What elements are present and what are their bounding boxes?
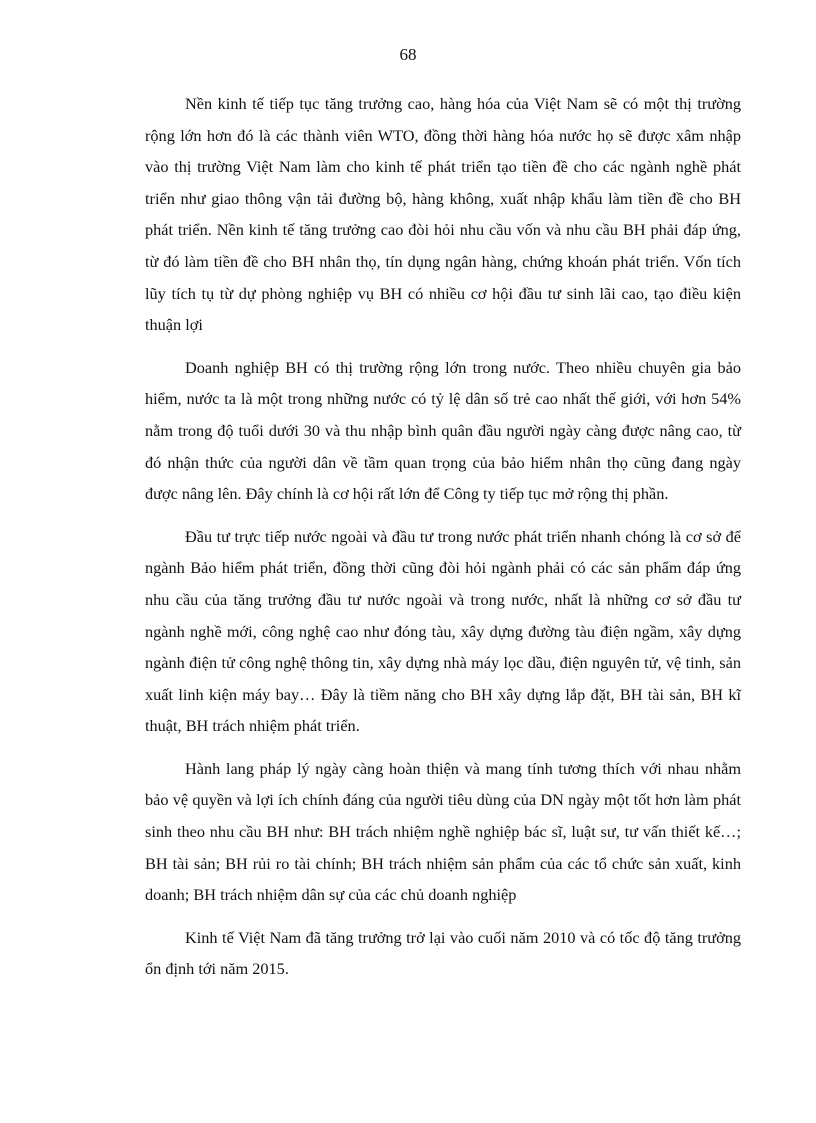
body-text xyxy=(145,88,741,996)
paragraph-legal-framework: Hành lang pháp lý ngày càng hoàn thiện và mang tính tương thích với nhau nhằm bảo vệ quyền và lợi ích chính đáng của người tiêu dùng của DN ngày một tốt hơn làm phát sinh theo nhu cầu BH như: BH trách nhiệm nghề nghiệp bác sĩ, luật sư, tư vấn thiết kế…; BH tài sản; BH rủi ro tài chính; BH trách nhiệm sản phẩm của các tổ chức sản xuất, kinh doanh; BH trách nhiệm dân sự của các chủ doanh nghiệp xyxy=(145,758,741,905)
paragraph-domestic-market: Doanh nghiệp BH có thị trường rộng lớn trong nước. Theo nhiều chuyên gia bảo hiểm, nước ta là một trong những nước có tỷ lệ dân số trẻ cao nhất thế giới, với hơn 54% nằm trong độ tuổi dưới 30 và thu nhập bình quân đầu người ngày càng được nâng cao, từ đó nhận thức của người dân về tầm quan trọng của bảo hiểm nhân thọ cũng đang ngày được nâng lên. Đây chính là cơ hội rất lớn để Công ty tiếp tục mở rộng thị phần. xyxy=(145,357,741,504)
page-number: 68 xyxy=(399,45,417,64)
paragraph-investment: Đầu tư trực tiếp nước ngoài và đầu tư trong nước phát triển nhanh chóng là cơ sở để ngành Bảo hiểm phát triển, đồng thời cũng đòi hỏi ngành phải có các sản phẩm đáp ứng nhu cầu của tăng trưởng đầu tư nước ngoài và trong nước, nhất là những cơ sở đầu tư ngành nghề mới, công nghệ cao như đóng tàu, xây dựng đường tàu điện ngầm, xây dựng ngành điện tử công nghệ thông tin, xây dựng nhà máy lọc dầu, điện nguyên tử, vệ tinh, sản xuất linh kiện máy bay… Đây là tiềm năng cho BH xây dựng lắp đặt, BH tài sản, BH kĩ thuật, BH trách nhiệm phát triển. xyxy=(145,526,741,736)
paragraph-economic-growth: Nền kinh tế tiếp tục tăng trưởng cao, hàng hóa của Việt Nam sẽ có một thị trường rộng lớn hơn đó là các thành viên WTO, đồng thời hàng hóa nước họ sẽ được xâm nhập vào thị trường Việt Nam làm cho kinh tế phát triển tạo tiền đề cho các ngành nghề phát triển như giao thông vận tải đường bộ, hàng không, xuất nhập khẩu làm tiền đề cho BH phát triển. Nền kinh tế tăng trưởng cao đòi hỏi nhu cầu vốn và nhu cầu BH phải đáp ứng, từ đó làm tiền đề cho BH nhân thọ, tín dụng ngân hàng, chứng khoán phát triển. Vốn tích lũy tích tụ từ dự phòng nghiệp vụ BH có nhiều cơ hội đầu tư sinh lãi cao, tạo điều kiện thuận lợi xyxy=(145,94,741,335)
paragraph-economic-outlook: Kinh tế Việt Nam đã tăng trưởng trở lại vào cuối năm 2010 và có tốc độ tăng trưởng ổn định tới năm 2015. xyxy=(145,927,741,979)
